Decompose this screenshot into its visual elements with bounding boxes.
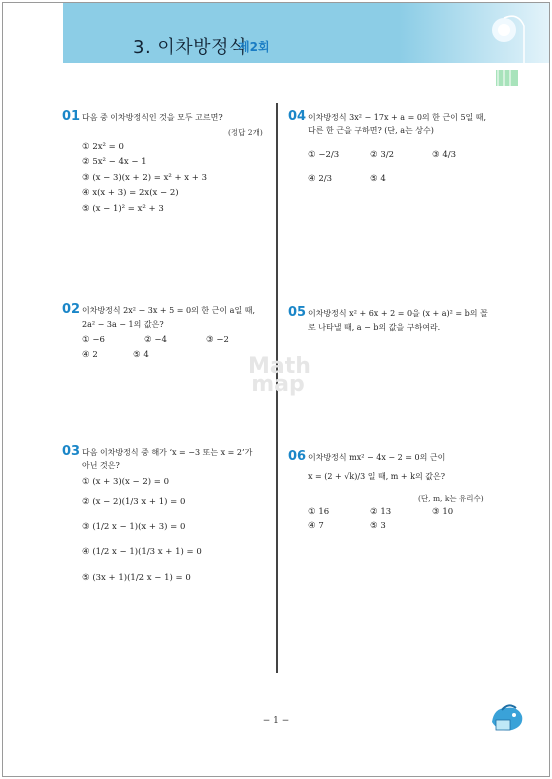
problem-05 xyxy=(288,305,508,348)
problem-number: 02 xyxy=(62,302,81,317)
problem-number: 03 xyxy=(62,444,81,459)
bird-mascot-icon xyxy=(488,700,528,734)
problem-03 xyxy=(62,444,272,587)
problem-01 xyxy=(62,109,272,222)
problem-text: 이차방정식 x² + 6x + 2 = 0을 (x + a)² = b의 꼴 xyxy=(308,309,488,318)
option-5: ⑤ 4 xyxy=(133,350,149,360)
option-1: ① 16 xyxy=(308,507,330,517)
watermark: Math map xyxy=(248,354,311,397)
problem-text: x = (2 + √k)/3 일 때, m + k의 값은? xyxy=(308,472,446,481)
option-3: ③ 4/3 xyxy=(432,150,457,160)
problem-06 xyxy=(288,449,508,542)
lamp-decoration-icon xyxy=(484,8,532,98)
problem-text: 이차방정식 mx² − 4x − 2 = 0의 근이 xyxy=(308,453,446,462)
page-subtitle: 제2회 xyxy=(238,40,270,54)
option-2: ② 13 xyxy=(370,507,392,517)
option-5: ⑤ (x − 1)² = x² + 3 xyxy=(82,204,164,214)
problem-text: 로 나타낼 때, a − b의 값을 구하여라. xyxy=(308,323,441,332)
option-5: ⑤ 4 xyxy=(370,174,386,184)
problem-number: 01 xyxy=(62,109,81,124)
option-1: ① 2x² = 0 xyxy=(82,142,124,152)
option-4: ④ 2 xyxy=(82,350,98,360)
problem-note: (단, m, k는 유리수) xyxy=(418,494,484,503)
option-3: ③ 10 xyxy=(432,507,454,517)
problem-number: 05 xyxy=(288,305,307,320)
header-gap xyxy=(3,63,549,93)
option-1: ① −6 xyxy=(82,335,105,345)
header-corner xyxy=(3,3,63,63)
option-4: ④ 7 xyxy=(308,521,324,531)
option-2: ② (x − 2)(1/3 x + 1) = 0 xyxy=(82,497,186,507)
option-2: ② −4 xyxy=(144,335,167,345)
option-1: ① (x + 3)(x − 2) = 0 xyxy=(82,477,169,487)
option-3: ③ (x − 3)(x + 2) = x² + x + 3 xyxy=(82,173,208,183)
problem-number: 06 xyxy=(288,449,307,464)
option-4: ④ 2/3 xyxy=(308,174,333,184)
problem-text: 다음 이차방정식 중 해가 ‘x = −3 또는 x = 2’가 xyxy=(82,448,253,457)
option-3: ③ (1/2 x − 1)(x + 3) = 0 xyxy=(82,522,186,532)
option-3: ③ −2 xyxy=(206,335,229,345)
page-title: 3. 이차방정식 xyxy=(133,37,247,58)
option-2: ② 5x² − 4x − 1 xyxy=(82,157,147,167)
option-4: ④ (1/2 x − 1)(1/3 x + 1) = 0 xyxy=(82,547,202,557)
option-5: ⑤ (3x + 1)(1/2 x − 1) = 0 xyxy=(82,573,191,583)
problem-text: 이차방정식 2x² − 3x + 5 = 0의 한 근이 a일 때, xyxy=(82,306,255,315)
problem-text: 다른 한 근을 구하면? (단, a는 상수) xyxy=(308,126,434,135)
problem-text: 2a² − 3a − 1의 값은? xyxy=(82,320,164,329)
problem-number: 04 xyxy=(288,109,307,124)
option-2: ② 3/2 xyxy=(370,150,395,160)
page-number: − 1 − xyxy=(262,716,290,726)
option-4: ④ x(x + 3) = 2x(x − 2) xyxy=(82,188,179,198)
problem-note: (정답 2개) xyxy=(228,128,263,137)
problem-text: 이차방정식 3x² − 17x + a = 0의 한 근이 5일 때, xyxy=(308,113,487,122)
option-5: ⑤ 3 xyxy=(370,521,386,531)
problem-04 xyxy=(288,109,508,192)
problem-text: 다음 중 이차방정식인 것을 모두 고르면? xyxy=(82,113,223,122)
option-1: ① −2/3 xyxy=(308,150,340,160)
problem-02 xyxy=(62,302,272,365)
problem-text: 아닌 것은? xyxy=(82,461,120,470)
